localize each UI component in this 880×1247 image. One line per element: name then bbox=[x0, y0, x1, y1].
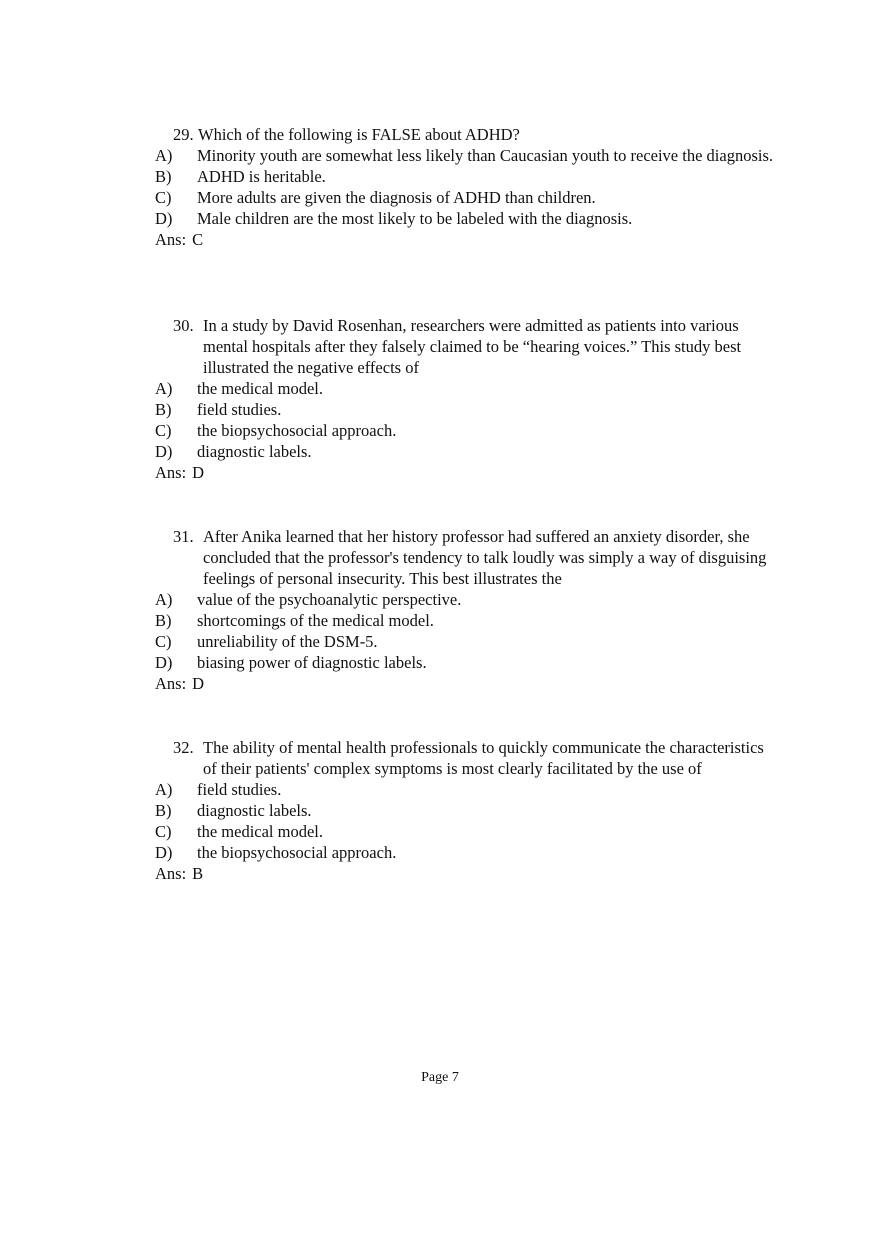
answer-line bbox=[155, 673, 775, 694]
question-stem bbox=[155, 737, 775, 779]
question-number: 31. bbox=[173, 527, 194, 546]
option-b bbox=[155, 800, 775, 821]
option-text: Male children are the most likely to be labeled with the diagnosis. bbox=[197, 209, 633, 228]
option-text: More adults are given the diagnosis of ADHD than children. bbox=[197, 188, 596, 207]
question-stem bbox=[155, 315, 775, 378]
option-b bbox=[155, 166, 775, 187]
option-a bbox=[155, 779, 775, 800]
option-text: value of the psychoanalytic perspective. bbox=[197, 590, 462, 609]
question-32 bbox=[155, 737, 775, 884]
option-letter: B) bbox=[155, 167, 172, 186]
answer-value: D bbox=[192, 674, 205, 693]
option-letter: B) bbox=[155, 801, 172, 820]
answer-line bbox=[155, 863, 775, 884]
question-stem bbox=[155, 124, 775, 145]
option-a bbox=[155, 145, 775, 166]
option-text: the medical model. bbox=[197, 379, 323, 398]
option-letter: D) bbox=[155, 843, 173, 862]
option-text: biasing power of diagnostic labels. bbox=[197, 653, 427, 672]
question-stem bbox=[155, 526, 775, 589]
option-letter: B) bbox=[155, 400, 172, 419]
option-c bbox=[155, 420, 775, 441]
page-number: Page 7 bbox=[421, 1070, 459, 1085]
question-text: After Anika learned that her history professor had suffered an anxiety disorder, she concluded that the professor's tendency to talk loudly was simply a way of disguising feelings of personal insecurity. This best illustrates the bbox=[203, 527, 767, 588]
option-d bbox=[155, 208, 775, 229]
option-b bbox=[155, 610, 775, 631]
option-b bbox=[155, 399, 775, 420]
answer-line bbox=[155, 229, 775, 250]
option-letter: B) bbox=[155, 611, 172, 630]
option-d bbox=[155, 842, 775, 863]
option-d bbox=[155, 652, 775, 673]
answer-line bbox=[155, 462, 775, 483]
option-c bbox=[155, 821, 775, 842]
option-text: diagnostic labels. bbox=[197, 442, 312, 461]
option-letter: D) bbox=[155, 653, 173, 672]
option-text: shortcomings of the medical model. bbox=[197, 611, 434, 630]
option-c bbox=[155, 187, 775, 208]
question-number: 32. bbox=[173, 738, 194, 757]
question-number: 29. bbox=[173, 125, 194, 144]
option-a bbox=[155, 589, 775, 610]
answer-label: Ans: bbox=[155, 463, 187, 482]
option-letter: D) bbox=[155, 442, 173, 461]
option-d bbox=[155, 441, 775, 462]
question-30 bbox=[155, 315, 775, 483]
option-text: Minority youth are somewhat less likely than Caucasian youth to receive the diagnosis. bbox=[197, 146, 773, 165]
option-text: ADHD is heritable. bbox=[197, 167, 326, 186]
option-letter: A) bbox=[155, 146, 173, 165]
option-text: field studies. bbox=[197, 780, 282, 799]
answer-value: B bbox=[192, 864, 204, 883]
answer-label: Ans: bbox=[155, 674, 187, 693]
option-text: field studies. bbox=[197, 400, 282, 419]
option-letter: C) bbox=[155, 822, 172, 841]
answer-value: C bbox=[192, 230, 204, 249]
option-letter: C) bbox=[155, 632, 172, 651]
answer-label: Ans: bbox=[155, 230, 187, 249]
option-letter: D) bbox=[155, 209, 173, 228]
option-letter: C) bbox=[155, 188, 172, 207]
question-text: The ability of mental health professionals to quickly communicate the characteristics of their patients' complex symptoms is most clearly facilitated by the use of bbox=[203, 738, 764, 778]
question-text: Which of the following is FALSE about ADHD? bbox=[198, 125, 520, 144]
question-number: 30. bbox=[173, 316, 194, 335]
option-text: diagnostic labels. bbox=[197, 801, 312, 820]
option-letter: A) bbox=[155, 780, 173, 799]
question-31 bbox=[155, 526, 775, 694]
option-letter: A) bbox=[155, 590, 173, 609]
answer-value: D bbox=[192, 463, 205, 482]
question-29 bbox=[155, 124, 775, 250]
option-text: the biopsychosocial approach. bbox=[197, 421, 397, 440]
option-a bbox=[155, 378, 775, 399]
answer-label: Ans: bbox=[155, 864, 187, 883]
option-text: unreliability of the DSM-5. bbox=[197, 632, 378, 651]
option-text: the medical model. bbox=[197, 822, 323, 841]
question-text: In a study by David Rosenhan, researchers were admitted as patients into various mental hospitals after they falsely claimed to be “hearing voices.” This study best illustrated the negative effects of bbox=[203, 316, 742, 377]
option-text: the biopsychosocial approach. bbox=[197, 843, 397, 862]
option-c bbox=[155, 631, 775, 652]
option-letter: A) bbox=[155, 379, 173, 398]
option-letter: C) bbox=[155, 421, 172, 440]
